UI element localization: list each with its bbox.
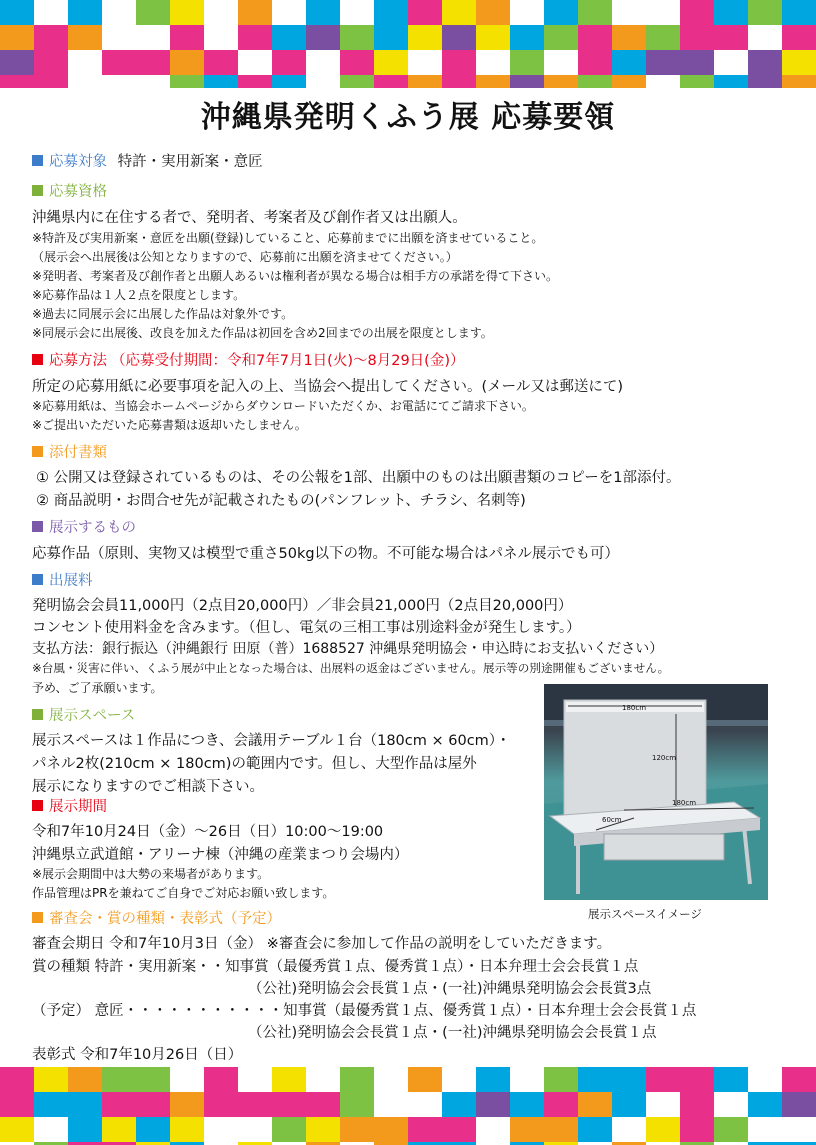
mosaic-tile [510, 25, 544, 50]
mosaic-tile [748, 25, 782, 50]
mosaic-tile [442, 50, 476, 75]
mosaic-tile [238, 75, 272, 88]
mosaic-tile [510, 1117, 544, 1142]
mosaic-tile [204, 1067, 238, 1092]
mosaic-tile [272, 50, 306, 75]
note-line: ※発明者、考案者及び創作者と出願人あるいは権利者が異なる場合は相手方の承諾を得て下さい。 [32, 269, 559, 283]
note-line: ※過去に同展示会に出展した作品は対象外です。 [32, 307, 294, 321]
section-heading: 添付書類 [49, 445, 107, 461]
photo-caption: 展示スペースイメージ [588, 907, 702, 921]
section-heading: 応募方法 [49, 353, 107, 369]
mosaic-tile [102, 1067, 136, 1092]
text-line: 令和7年10月24日（金）〜26日（日）10:00〜19:00 [32, 824, 384, 840]
mosaic-tile [408, 1067, 442, 1092]
blue-square-icon [32, 574, 43, 585]
mosaic-tile [272, 1117, 306, 1142]
panel-width-label: 180cm [622, 704, 647, 712]
mosaic-tile [442, 0, 476, 25]
section-exhibit [32, 519, 136, 537]
section-heading: 展示するもの [49, 520, 136, 536]
mosaic-tile [578, 1092, 612, 1117]
mosaic-tile [544, 25, 578, 50]
mosaic-tile [136, 1092, 170, 1117]
mosaic-tile [782, 1067, 816, 1092]
text-line: （予定） 意匠・・・・・・・・・・・知事賞（最優秀賞１点、優秀賞１点）・日本弁理士会会長賞１点 [32, 1003, 697, 1019]
mosaic-tile [102, 0, 136, 25]
green-square-icon [32, 185, 43, 196]
mosaic-tile [476, 1092, 510, 1117]
mosaic-tile [680, 50, 714, 75]
mosaic-tile [34, 50, 68, 75]
mosaic-tile [442, 1117, 476, 1142]
mosaic-tile [680, 1117, 714, 1142]
mosaic-tile [204, 50, 238, 75]
mosaic-tile [170, 25, 204, 50]
mosaic-tile [306, 1067, 340, 1092]
mosaic-tile [68, 1117, 102, 1142]
mosaic-tile [510, 75, 544, 88]
page-title: 沖縄県発明くふう展 応募要領 [200, 100, 616, 135]
mosaic-tile [340, 1092, 374, 1117]
mosaic-tile [782, 25, 816, 50]
orange-square-icon [32, 912, 43, 923]
mosaic-tile [612, 75, 646, 88]
mosaic-tile [510, 1092, 544, 1117]
blue-square-icon [32, 155, 43, 166]
mosaic-tile [374, 25, 408, 50]
mosaic-tile [306, 75, 340, 88]
table-width-label: 180cm [672, 799, 697, 807]
mosaic-tile [34, 1117, 68, 1142]
mosaic-tile [612, 1092, 646, 1117]
mosaic-tile [170, 1092, 204, 1117]
purple-square-icon [32, 521, 43, 532]
text-line: ① 公開又は登録されているものは、その公報を1部、出願中のものは出願書類のコピーを1部添付。 [36, 470, 681, 486]
mosaic-tile [680, 1092, 714, 1117]
mosaic-tile [374, 1117, 408, 1142]
mosaic-tile [408, 0, 442, 25]
text-line: 審査会期日 令和7年10月3日（金） ※審査会に参加して作品の説明をしていただきます。 [32, 936, 612, 952]
section-method [32, 352, 464, 370]
mosaic-tile [0, 25, 34, 50]
mosaic-tile [442, 25, 476, 50]
mosaic-tile [374, 1092, 408, 1117]
mosaic-tile [68, 75, 102, 88]
mosaic-tile [68, 0, 102, 25]
section-fee [32, 572, 93, 590]
section-heading: 審査会・賞の種類・表彰式（予定） [49, 911, 281, 927]
mosaic-tile [646, 0, 680, 25]
mosaic-tile [612, 1067, 646, 1092]
mosaic-tile [476, 0, 510, 25]
mosaic-tile [714, 25, 748, 50]
mosaic-tile [510, 50, 544, 75]
text-line: 所定の応募用紙に必要事項を記入の上、当協会へ提出してください。(メール又は郵送にて) [32, 379, 624, 395]
mosaic-tile [238, 25, 272, 50]
mosaic-tile [680, 75, 714, 88]
mosaic-tile [0, 1117, 34, 1142]
note-line: ※応募作品は１人２点を限度とします。 [32, 288, 246, 302]
mosaic-tile [476, 25, 510, 50]
mosaic-tile [578, 75, 612, 88]
mosaic-tile [204, 1092, 238, 1117]
mosaic-tile [714, 75, 748, 88]
mosaic-tile [0, 1067, 34, 1092]
method-period: （応募受付期間：令和7年7月1日(火)〜8月29日(金)） [111, 353, 465, 369]
section-judging [32, 910, 281, 928]
mosaic-tile [646, 1117, 680, 1142]
text-line: 支払方法：銀行振込（沖縄銀行 田原（普）1688527 沖縄県発明協会・申込時にお支払いください） [32, 641, 664, 657]
exhibit-space-illustration [544, 684, 768, 900]
text-line: 発明協会会員11,000円（2点目20,000円）／非会員21,000円（2点目20,000円） [32, 598, 573, 614]
mosaic-tile [442, 75, 476, 88]
mosaic-tile [238, 0, 272, 25]
mosaic-tile [204, 0, 238, 25]
mosaic-tile [68, 1067, 102, 1092]
note-line: ※特許及び実用新案・意匠を出願(登録)していること、応募前までに出願を済ませていること。 [32, 231, 544, 245]
table-depth-label: 60cm [602, 816, 622, 824]
mosaic-tile [272, 1067, 306, 1092]
mosaic-header-band [0, 0, 816, 88]
mosaic-tile [714, 1067, 748, 1092]
text-line: 応募作品（原則、実物又は模型で重さ50kg以下の物。不可能な場合はパネル展示でも可） [32, 546, 620, 562]
mosaic-tile [0, 0, 34, 25]
mosaic-tile [238, 1117, 272, 1142]
mosaic-tile [374, 1067, 408, 1092]
mosaic-tile [306, 1117, 340, 1142]
orange-square-icon [32, 446, 43, 457]
mosaic-tile [136, 25, 170, 50]
note-line: ※台風・災害に伴い、くふう展が中止となった場合は、出展料の返金はございません。展示等の別途開催もございません。 [32, 661, 670, 675]
mosaic-tile [340, 50, 374, 75]
note-line: 予め、ご了承願います。 [32, 681, 163, 695]
mosaic-tile [340, 1117, 374, 1142]
mosaic-tile [612, 25, 646, 50]
note-line: 作品管理はPRを兼ねてご自身でご対応お願い致します。 [32, 886, 335, 900]
text-line: 展示になりますのでご相談下さい。 [32, 779, 264, 795]
mosaic-tile [544, 0, 578, 25]
mosaic-tile [272, 25, 306, 50]
mosaic-tile [408, 1092, 442, 1117]
mosaic-tile [34, 0, 68, 25]
mosaic-tile [476, 1067, 510, 1092]
mosaic-tile [578, 0, 612, 25]
mosaic-tile [102, 25, 136, 50]
mosaic-tile [748, 1092, 782, 1117]
section-attachments [32, 444, 107, 462]
mosaic-tile [646, 50, 680, 75]
mosaic-tile [102, 50, 136, 75]
mosaic-tile [612, 0, 646, 25]
mosaic-tile [340, 75, 374, 88]
mosaic-tile [102, 1092, 136, 1117]
mosaic-tile [442, 1092, 476, 1117]
mosaic-tile [68, 1092, 102, 1117]
mosaic-tile [0, 75, 34, 88]
panel-height-label: 120cm [652, 754, 677, 762]
mosaic-tile [646, 75, 680, 88]
mosaic-tile [136, 0, 170, 25]
mosaic-tile [748, 1117, 782, 1142]
mosaic-tile [136, 50, 170, 75]
mosaic-tile [238, 1092, 272, 1117]
mosaic-tile [476, 50, 510, 75]
mosaic-tile [374, 0, 408, 25]
mosaic-tile [170, 1067, 204, 1092]
mosaic-tile [748, 0, 782, 25]
section-heading: 応募対象 [49, 154, 107, 170]
note-line: ※応募用紙は、当協会ホームページからダウンロードいただくか、お電話にてご請求下さい。 [32, 399, 534, 413]
mosaic-tile [238, 1067, 272, 1092]
target-text: 特許・実用新案・意匠 [117, 154, 263, 170]
mosaic-tile [544, 50, 578, 75]
mosaic-tile [782, 50, 816, 75]
mosaic-tile [748, 1067, 782, 1092]
mosaic-tile [306, 1092, 340, 1117]
mosaic-tile [782, 1117, 816, 1142]
mosaic-tile [408, 25, 442, 50]
mosaic-tile [544, 1117, 578, 1142]
mosaic-tile [544, 1067, 578, 1092]
mosaic-tile [544, 75, 578, 88]
mosaic-tile [136, 75, 170, 88]
section-period [32, 798, 107, 816]
mosaic-tile [714, 0, 748, 25]
exhibit-space-photo [544, 684, 768, 900]
mosaic-tile [442, 1067, 476, 1092]
mosaic-tile [476, 75, 510, 88]
mosaic-tile [782, 1092, 816, 1117]
mosaic-tile [578, 50, 612, 75]
mosaic-tile [34, 75, 68, 88]
mosaic-tile [34, 1092, 68, 1117]
section-qualification [32, 183, 107, 201]
text-line: 賞の種類 特許・実用新案・・知事賞（最優秀賞１点、優秀賞１点）・日本弁理士会会長賞１点 [32, 959, 639, 975]
mosaic-tile [374, 50, 408, 75]
mosaic-tile [612, 50, 646, 75]
mosaic-tile [748, 50, 782, 75]
mosaic-tile [102, 1117, 136, 1142]
note-line: ※ご提出いただいた応募書類は返却いたしません。 [32, 418, 307, 432]
green-square-icon [32, 709, 43, 720]
mosaic-tile [68, 25, 102, 50]
text-line: （公社)発明協会会長賞１点・(一社)沖縄県発明協会会長賞１点 [248, 1025, 657, 1041]
mosaic-tile [374, 75, 408, 88]
section-heading: 応募資格 [49, 184, 107, 200]
mosaic-tile [204, 25, 238, 50]
mosaic-tile [408, 1117, 442, 1142]
red-square-icon [32, 354, 43, 365]
text-line: ② 商品説明・お問合せ先が記載されたもの(パンフレット、チラシ、名刺等) [36, 493, 526, 509]
mosaic-tile [714, 1117, 748, 1142]
mosaic-tile [578, 1117, 612, 1142]
mosaic-tile [476, 1117, 510, 1142]
mosaic-tile [714, 1092, 748, 1117]
mosaic-tile [646, 1092, 680, 1117]
mosaic-tile [510, 1067, 544, 1092]
mosaic-tile [272, 0, 306, 25]
mosaic-tile [272, 1092, 306, 1117]
text-line: 表彰式 令和7年10月26日（日） [32, 1047, 243, 1063]
mosaic-tile [0, 50, 34, 75]
mosaic-tile [544, 1092, 578, 1117]
mosaic-tile [170, 0, 204, 25]
mosaic-tile [578, 25, 612, 50]
mosaic-tile [782, 75, 816, 88]
mosaic-tile [204, 75, 238, 88]
mosaic-tile [340, 25, 374, 50]
mosaic-tile [34, 1067, 68, 1092]
mosaic-tile [306, 50, 340, 75]
mosaic-tile [136, 1117, 170, 1142]
mosaic-tile [136, 1067, 170, 1092]
mosaic-tile [170, 50, 204, 75]
mosaic-tile [204, 1117, 238, 1142]
mosaic-tile [680, 25, 714, 50]
mosaic-tile [68, 50, 102, 75]
text-line: （公社)発明協会会長賞１点・(一社)沖縄県発明協会会長賞3点 [248, 981, 652, 997]
mosaic-tile [680, 1067, 714, 1092]
mosaic-tile [510, 0, 544, 25]
note-line: （展示会へ出展後は公知となりますので、応募前に出願を済ませてください。） [32, 250, 458, 264]
text-line: 沖縄県立武道館・アリーナ棟（沖縄の産業まつり会場内） [32, 847, 409, 863]
text-line: 沖縄県内に在住する者で、発明者、考案者及び創作者又は出願人。 [32, 210, 467, 226]
mosaic-tile [408, 75, 442, 88]
mosaic-tile [306, 0, 340, 25]
mosaic-tile [102, 75, 136, 88]
mosaic-tile [748, 75, 782, 88]
text-line: コンセント使用料金を含みます。（但し、電気の三相工事は別途料金が発生します。） [32, 620, 581, 636]
mosaic-tile [612, 1117, 646, 1142]
mosaic-tile [680, 0, 714, 25]
mosaic-tile [306, 25, 340, 50]
text-line: 展示スペースは１作品につき、会議用テーブル１台（180cm × 60cm）・ [32, 733, 511, 749]
mosaic-tile [238, 50, 272, 75]
mosaic-tile [408, 50, 442, 75]
mosaic-tile [34, 25, 68, 50]
mosaic-tile [272, 75, 306, 88]
mosaic-tile [578, 1067, 612, 1092]
section-heading: 展示期間 [49, 799, 107, 815]
mosaic-footer-band [0, 1067, 816, 1145]
section-heading: 出展料 [49, 573, 93, 589]
mosaic-tile [170, 1117, 204, 1142]
mosaic-tile [782, 0, 816, 25]
mosaic-tile [170, 75, 204, 88]
text-line: パネル2枚(210cm × 180cm)の範囲内です。但し、大型作品は屋外 [32, 756, 477, 772]
section-heading: 展示スペース [49, 708, 136, 724]
note-line: ※展示会期間中は大勢の来場者があります。 [32, 867, 270, 881]
mosaic-tile [646, 25, 680, 50]
mosaic-tile [0, 1092, 34, 1117]
mosaic-tile [340, 1067, 374, 1092]
mosaic-tile [714, 50, 748, 75]
note-line: ※同展示会に出展後、改良を加えた作品は初回を含め2回までの出展を限度とします。 [32, 326, 493, 340]
section-space [32, 707, 135, 725]
section-target [32, 153, 263, 171]
mosaic-tile [340, 0, 374, 25]
mosaic-tile [646, 1067, 680, 1092]
red-square-icon [32, 800, 43, 811]
